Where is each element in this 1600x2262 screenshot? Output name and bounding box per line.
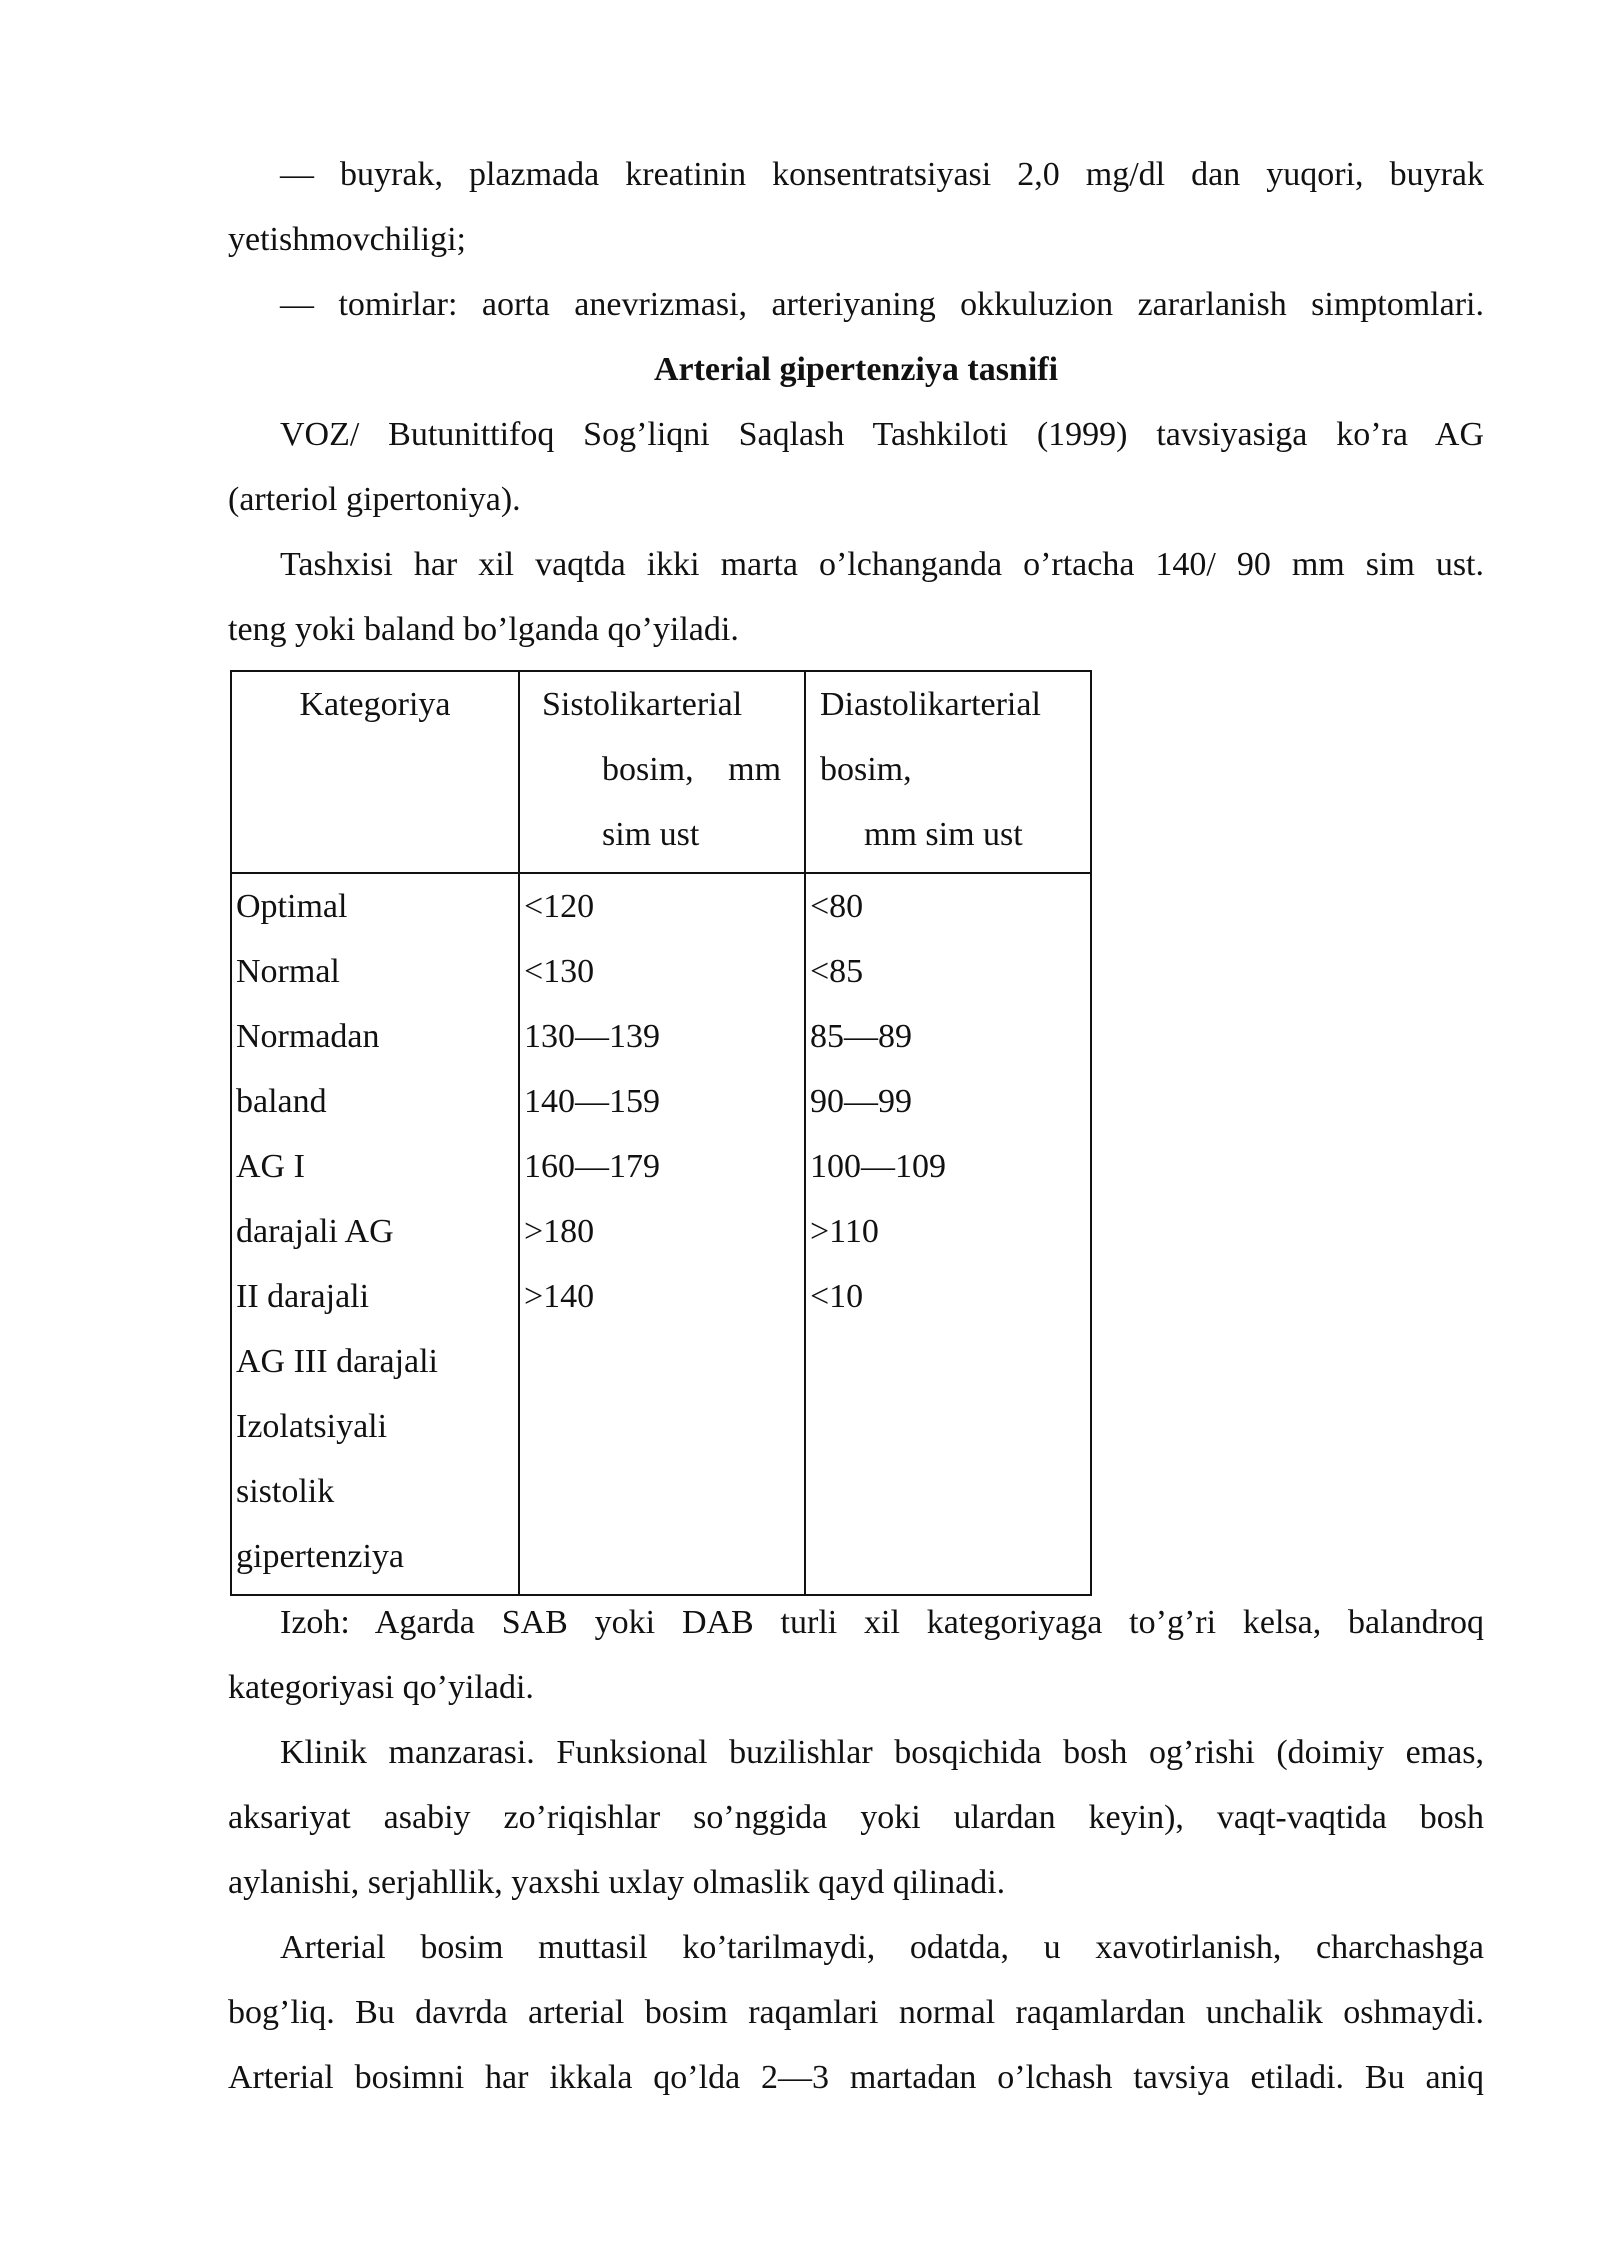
- voz-paragraph: [228, 402, 1484, 532]
- table-cell-line: 130—139: [524, 1018, 660, 1055]
- table-cell-line: Normal: [236, 953, 340, 990]
- diastolic-cell: [805, 873, 1091, 1595]
- table-cell-line: <10: [810, 1278, 864, 1315]
- text-line: (arteriol gipertoniya).: [228, 481, 521, 518]
- table-cell-line: 90—99: [810, 1083, 912, 1120]
- text-line: Arterial bosimni har ikkala qo’lda 2—3 martadan o’lchash tavsiya etiladi. Bu aniq: [228, 2059, 1484, 2096]
- section-heading: Arterial gipertenziya tasnifi: [653, 351, 1059, 388]
- text-line: Izoh: Agarda SAB yoki DAB turli xil kategoriyaga to’g’ri kelsa, balandroq: [280, 1604, 1484, 1641]
- text-line: aylanishi, serjahllik, yaxshi uxlay olmaslik qayd qilinadi.: [228, 1864, 1006, 1901]
- header-diastolik: Diastolikarterial bosim, mm sim ust: [805, 671, 1091, 873]
- table-cell-line: AG III darajali: [236, 1343, 439, 1380]
- diagnosis-paragraph: [228, 532, 1484, 662]
- text-line: yetishmovchiligi;: [228, 221, 466, 258]
- text-line: kategoriyasi qo’yiladi.: [228, 1669, 534, 1706]
- table-cell-line: >140: [524, 1278, 595, 1315]
- table-cell-line: 100—109: [810, 1148, 946, 1185]
- text-line: Arterial bosim muttasil ko’tarilmaydi, odatda, u xavotirlanish, charchashga: [280, 1929, 1484, 1966]
- header-kategoriya: Kategoriya: [231, 671, 519, 873]
- text-line: Tashxisi har xil vaqtda ikki marta o’lchanganda o’rtacha 140/ 90 mm sim ust.: [280, 546, 1484, 583]
- table-cell-line: sistolik: [236, 1473, 335, 1510]
- table-cell-line: II darajali: [236, 1278, 370, 1315]
- table-cell-line: Optimal: [236, 888, 348, 925]
- table-body-row: [231, 873, 1091, 1595]
- table-cell-line: <80: [810, 888, 864, 925]
- table-cell-line: gipertenziya: [236, 1538, 405, 1575]
- category-cell: [231, 873, 519, 1595]
- table-cell-line: <130: [524, 953, 595, 990]
- table-cell-line: 160—179: [524, 1148, 660, 1185]
- table-cell-line: darajali AG: [236, 1213, 394, 1250]
- text-line: aksariyat asabiy zo’riqishlar so’nggida yoki ulardan keyin), vaqt-vaqtida bosh: [228, 1799, 1484, 1836]
- arterial-paragraph: [228, 1915, 1484, 2110]
- systolic-cell: [519, 873, 805, 1595]
- text-line: — buyrak, plazmada kreatinin konsentratsiyasi 2,0 mg/dl dan yuqori, buyrak: [280, 156, 1484, 193]
- table-cell-line: 85—89: [810, 1018, 912, 1055]
- clinical-paragraph: [228, 1720, 1484, 1915]
- table-cell-line: >180: [524, 1213, 595, 1250]
- table-cell-line: <120: [524, 888, 595, 925]
- table-header-row: [231, 671, 1091, 873]
- header-sistolik: Sistolikarterial bosim, mm sim ust: [519, 671, 805, 873]
- table-cell-line: baland: [236, 1083, 327, 1120]
- table-cell-line: 140—159: [524, 1083, 660, 1120]
- table-cell-line: <85: [810, 953, 864, 990]
- table-cell-line: AG I: [236, 1148, 305, 1185]
- intro-paragraph: [228, 142, 1484, 337]
- text-line: — tomirlar: aorta anevrizmasi, arteriyaning okkuluzion zararlanish simptomlari.: [280, 286, 1484, 323]
- classification-table: [230, 670, 1092, 1596]
- note-paragraph: [228, 1590, 1484, 1720]
- table-cell-line: >110: [810, 1213, 879, 1250]
- text-line: Klinik manzarasi. Funksional buzilishlar bosqichida bosh og’rishi (doimiy emas,: [280, 1734, 1484, 1771]
- text-line: bog’liq. Bu davrda arterial bosim raqamlari normal raqamlardan unchalik oshmaydi.: [228, 1994, 1484, 2031]
- text-line: teng yoki baland bo’lganda qo’yiladi.: [228, 611, 739, 648]
- text-line: VOZ/ Butunittifoq Sog’liqni Saqlash Tashkiloti (1999) tavsiyasiga ko’ra AG: [280, 416, 1484, 453]
- table-cell-line: Normadan: [236, 1018, 380, 1055]
- table-cell-line: Izolatsiyali: [236, 1408, 388, 1445]
